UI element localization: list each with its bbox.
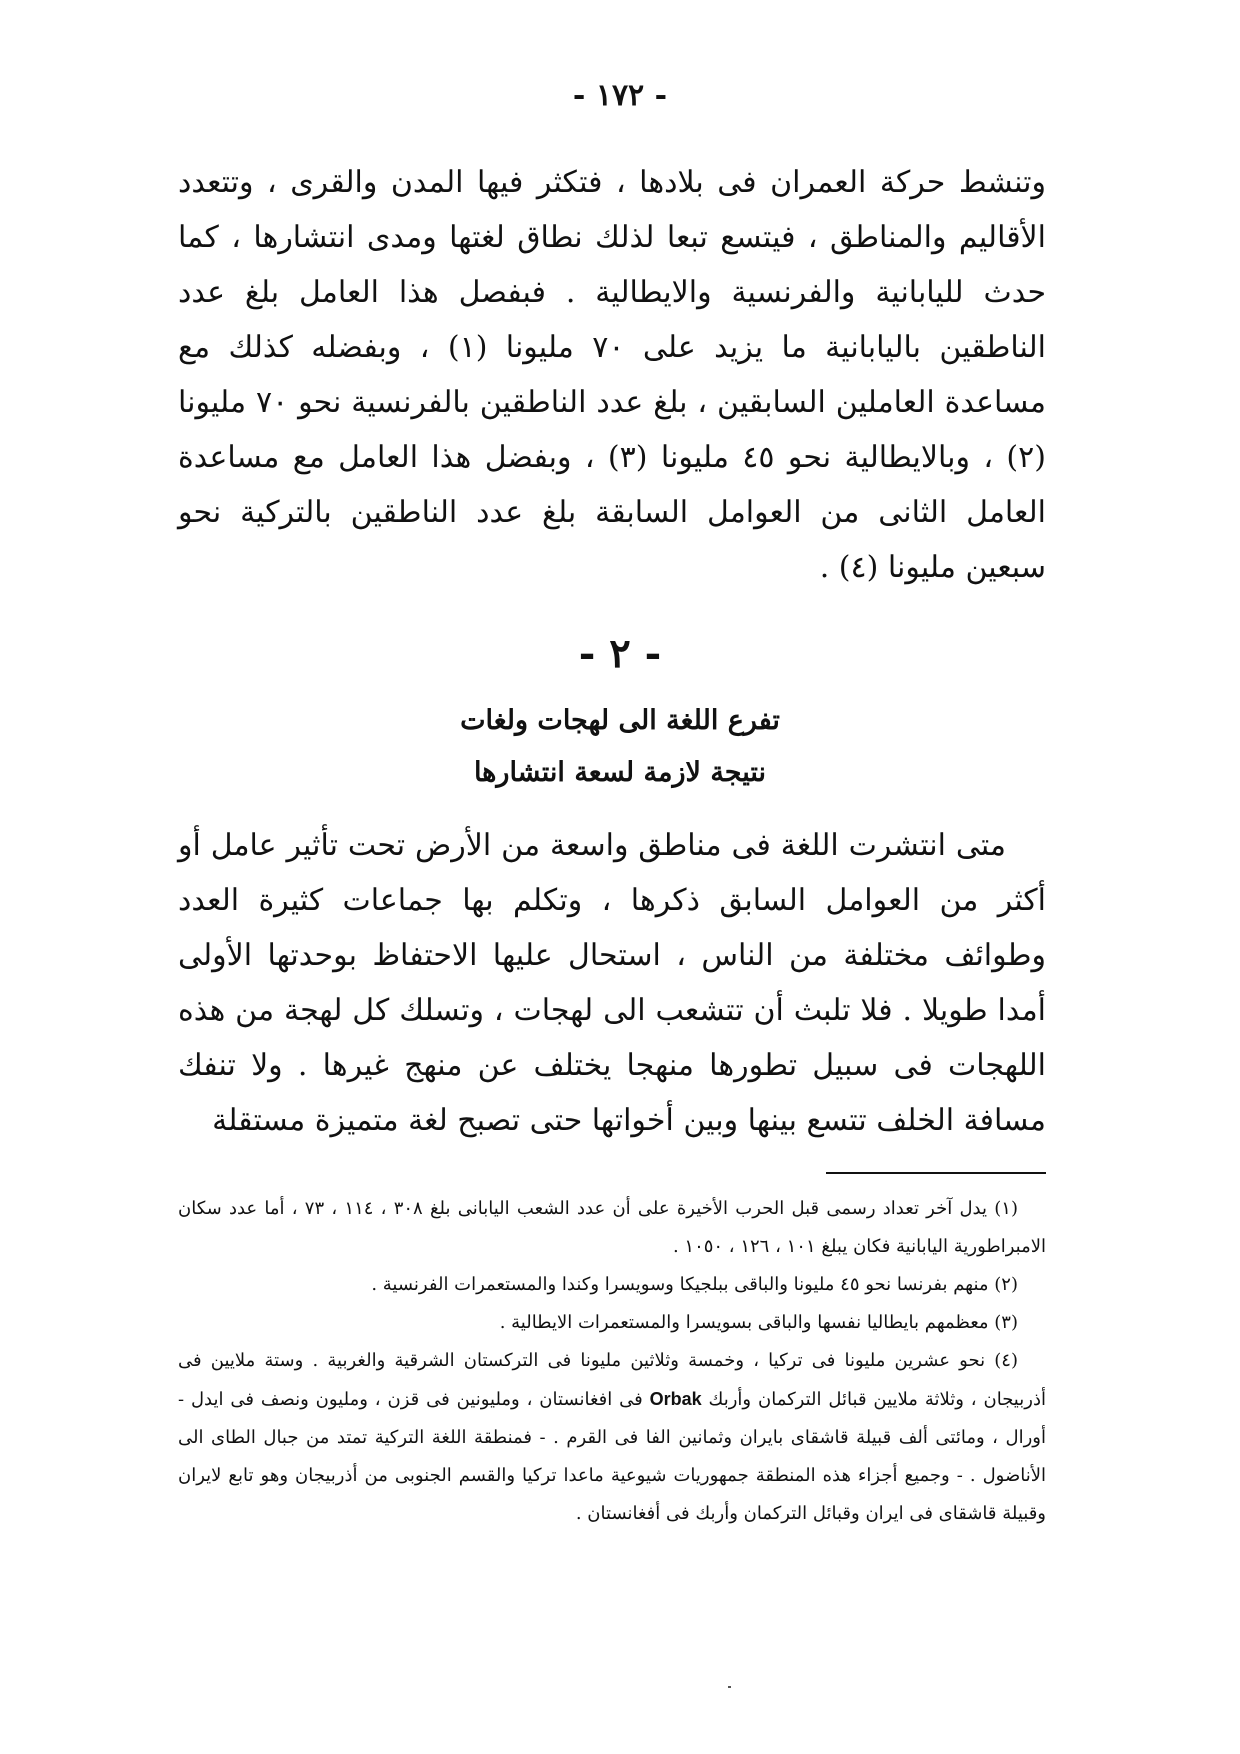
body-paragraph-1 [178, 155, 1046, 595]
footnote-1: (١) يدل آخر تعداد رسمى قبل الحرب الأخيرة على أن عدد الشعب اليابانى بلغ ٣٠٨ ، ١١٤ ، ٧٣ ، أما عدد سكان الامبراطورية اليابانية فكان يبلغ ١٠١ ، ١٢٦ ، ١٠٥٠ . [178, 1198, 1046, 1257]
scan-speck [728, 1686, 731, 1688]
footnote-2: (٢) منهم بفرنسا نحو ٤٥ مليونا والباقى ببلجيكا وسويسرا وكندا والمستعمرات الفرنسية . [371, 1274, 1018, 1295]
section-title-line-2: نتيجة لازمة لسعة انتشارها [473, 757, 767, 788]
body-paragraph-2 [178, 818, 1046, 1148]
section-number: - ٢ - [578, 630, 662, 677]
footnote-separator-rule [826, 1172, 1046, 1174]
footnote-4-part-2: فى افغانستان ، ومليونين فى قزن ، ومليون ونصف فى ايدل - أورال ، ومائتى ألف قبيلة قاشقاى بايران وثمانين الفا فى القرم . - فمنطقة اللغة التركية تمتد من جبال الطاى الى الأناضول . - وجميع أجزاء هذه المنطقة جمهوريات شيوعية ماعدا تركيا والقسم الجنوبى من أذربيجان وهو تابع لايران وقبيلة قاشقاى فى ايران وقبائل التركمان وأربك فى أفغانستان . [178, 1389, 1046, 1524]
footnote-3: (٣) معظمهم بايطاليا نفسها والباقى بسويسرا والمستعمرات الايطالية . [499, 1312, 1018, 1333]
paragraph-2-text: متى انتشرت اللغة فى مناطق واسعة من الأرض تحت تأثير عامل أو أكثر من العوامل السابق ذكرها ، وتكلم بها جماعات كثيرة العدد وطوائف مختلفة من الناس ، استحال عليها الاحتفاظ بوحدتها الأولى أمدا طويلا . فلا تلبث أن تتشعب الى لهجات ، وتسلك كل لهجة من هذه اللهجات فى سبيل تطورها منهجا يختلف عن منهج غيرها . ولا تنفك مسافة الخلف تتسع بينها وبين أخواتها حتى تصبح لغة متميزة مستقلة [178, 828, 1046, 1138]
footnotes [178, 1190, 1046, 1533]
section-title-line-1: تفرع اللغة الى لهجات ولغات [460, 705, 780, 736]
page-number: - ١٧٢ - [572, 78, 668, 113]
footnote-4-part-1: (٤) نحو عشرين مليونا فى تركيا ، وخمسة وثلاثين مليونا فى التركستان الشرقية والغربية . وستة ملايين فى أذربيجان ، وثلاثة ملايين قبائل التركمان وأربك [178, 1350, 1046, 1410]
paragraph-1-text: وتنشط حركة العمران فى بلادها ، فتكثر فيها المدن والقرى ، وتتعدد الأقاليم والمناطق ، فيتسع تبعا لذلك نطاق لغتها ومدى انتشارها ، كما حدث لليابانية والفرنسية والايطالية . فبفصل هذا العامل بلغ عدد الناطقين باليابانية ما يزيد على ٧٠ مليونا (١) ، وبفضله كذلك مع مساعدة العاملين السابقين ، بلغ عدد الناطقين بالفرنسية نحو ٧٠ مليونا (٢) ، وبالايطالية نحو ٤٥ مليونا (٣) ، وبفضل هذا العامل مع مساعدة العامل الثانى من العوامل السابقة بلغ عدد الناطقين بالتركية نحو سبعين مليونا (٤) . [178, 165, 1046, 585]
footnote-4 [178, 1342, 1046, 1533]
footnote-4-latin-term: Orbak [649, 1389, 702, 1409]
